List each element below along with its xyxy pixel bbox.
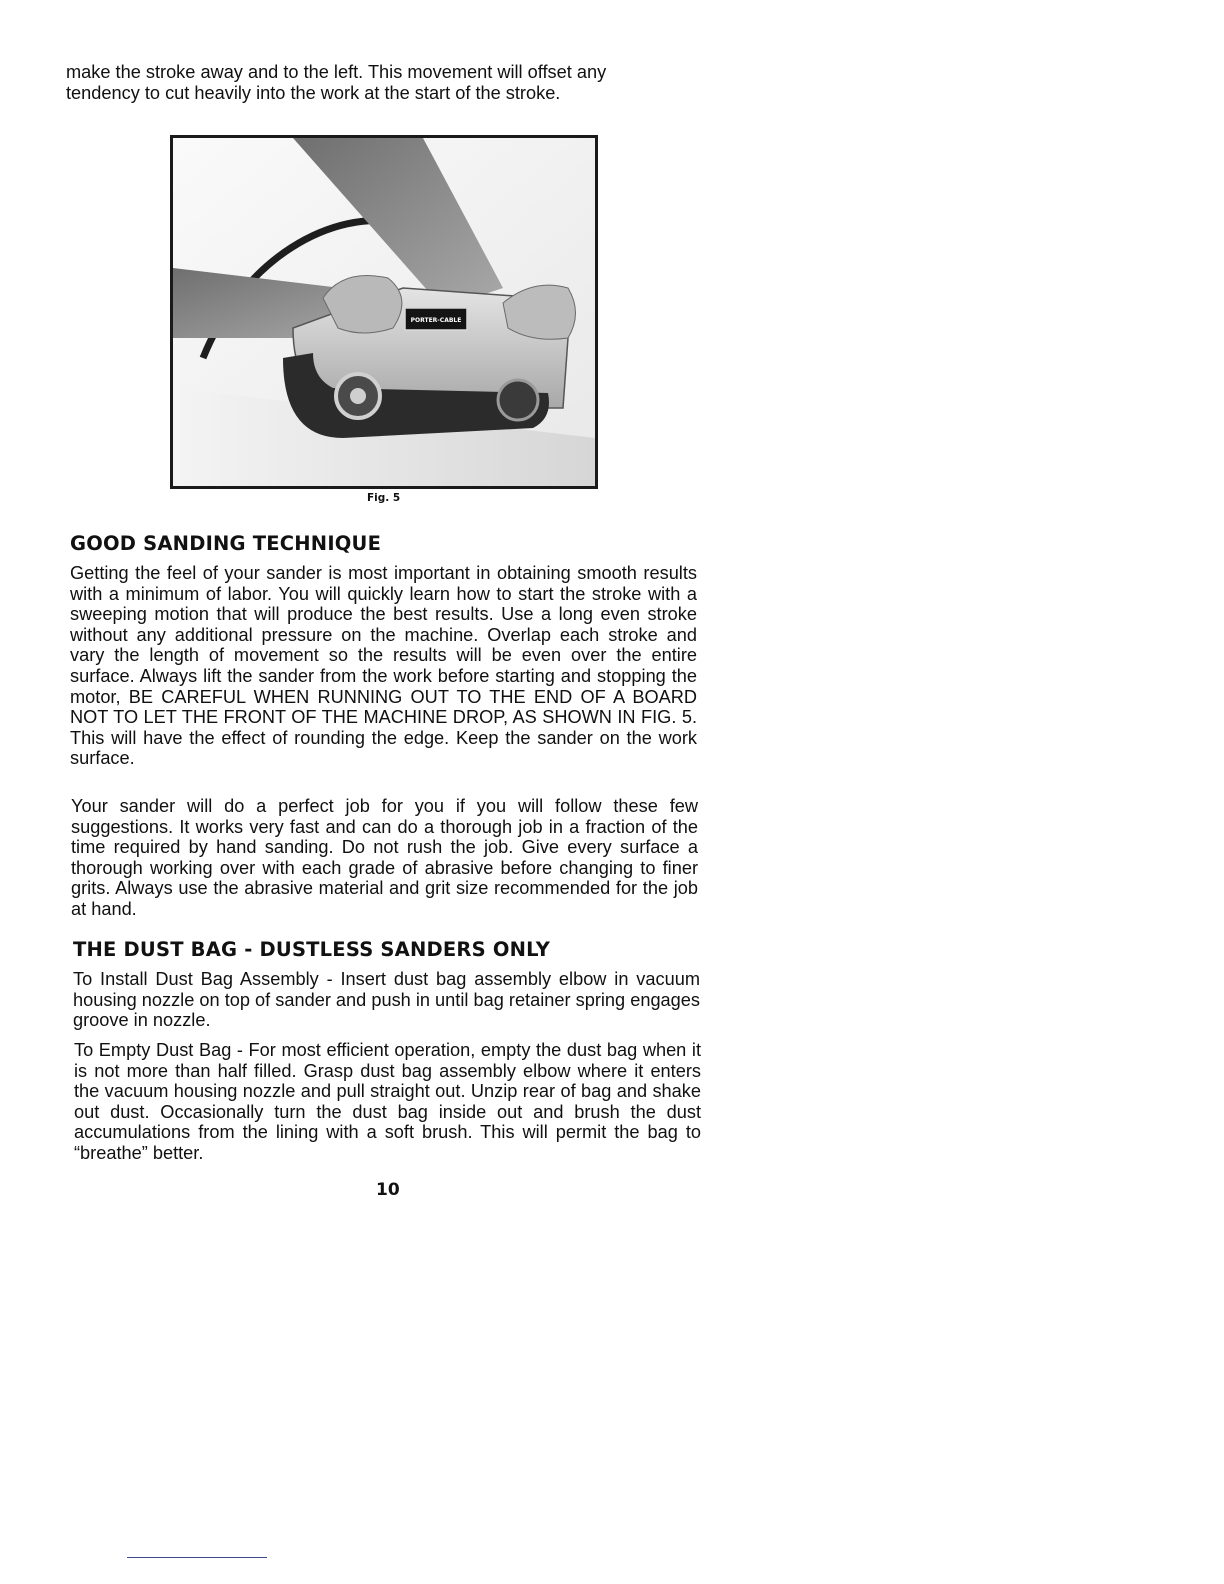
intro-line-1: make the stroke away and to the left. This movement will offset any [66, 62, 607, 82]
footer-rule [127, 1557, 267, 1558]
section-heading-dust-bag: THE DUST BAG - DUSTLESS SANDERS ONLY [73, 938, 551, 961]
intro-line-2: tendency to cut heavily into the work at the start of the stroke. [66, 83, 561, 103]
section-2-paragraph-2: To Empty Dust Bag - For most efficient operation, empty the dust bag when it is not more than half filled. Grasp dust bag assembly elbow where it enters the vacuum housing nozzle and pull straight out. Unzip rear of bag and shake out dust. Occasionally turn the dust bag inside out and brush the dust accumulations from the lining with a soft brush. This will permit the bag to “breathe” better. [74, 1040, 701, 1163]
figure-5-photo [170, 135, 598, 489]
section-2-paragraph-1: To Install Dust Bag Assembly - Insert dust bag assembly elbow in vacuum housing nozzle on top of sander and push in until bag retainer spring engages groove in nozzle. [73, 969, 700, 1031]
belt-sander-photo-icon [173, 138, 595, 486]
section-1-paragraph-1: Getting the feel of your sander is most important in obtaining smooth results with a minimum of labor. You will quickly learn how to start the stroke with a sweeping motion that will produce the best results. Use a long even stroke without any additional pressure on the machine. Overlap each stroke and vary the length of movement so the results will be even over the entire surface. Always lift the sander from the work before starting and stopping the motor, BE CAREFUL WHEN RUNNING OUT TO THE END OF A BOARD NOT TO LET THE FRONT OF THE MACHINE DROP, AS SHOWN IN FIG. 5. This will have the effect of rounding the edge. Keep the sander on the work surface. [70, 563, 697, 769]
page-number: 10 [376, 1180, 400, 1200]
section-heading-good-sanding: GOOD SANDING TECHNIQUE [70, 532, 382, 555]
brand-plate-text: PORTER-CABLE [410, 317, 462, 324]
section-1-paragraph-2: Your sander will do a perfect job for you if you will follow these few suggestions. It works very fast and can do a thorough job in a fraction of the time required by hand sanding. Do not rush the job. Give every surface a thorough working over with each grade of abrasive before changing to finer grits. Always use the abrasive material and grit size recommended for the job at hand. [71, 796, 698, 919]
figure-caption: Fig. 5 [367, 492, 401, 504]
